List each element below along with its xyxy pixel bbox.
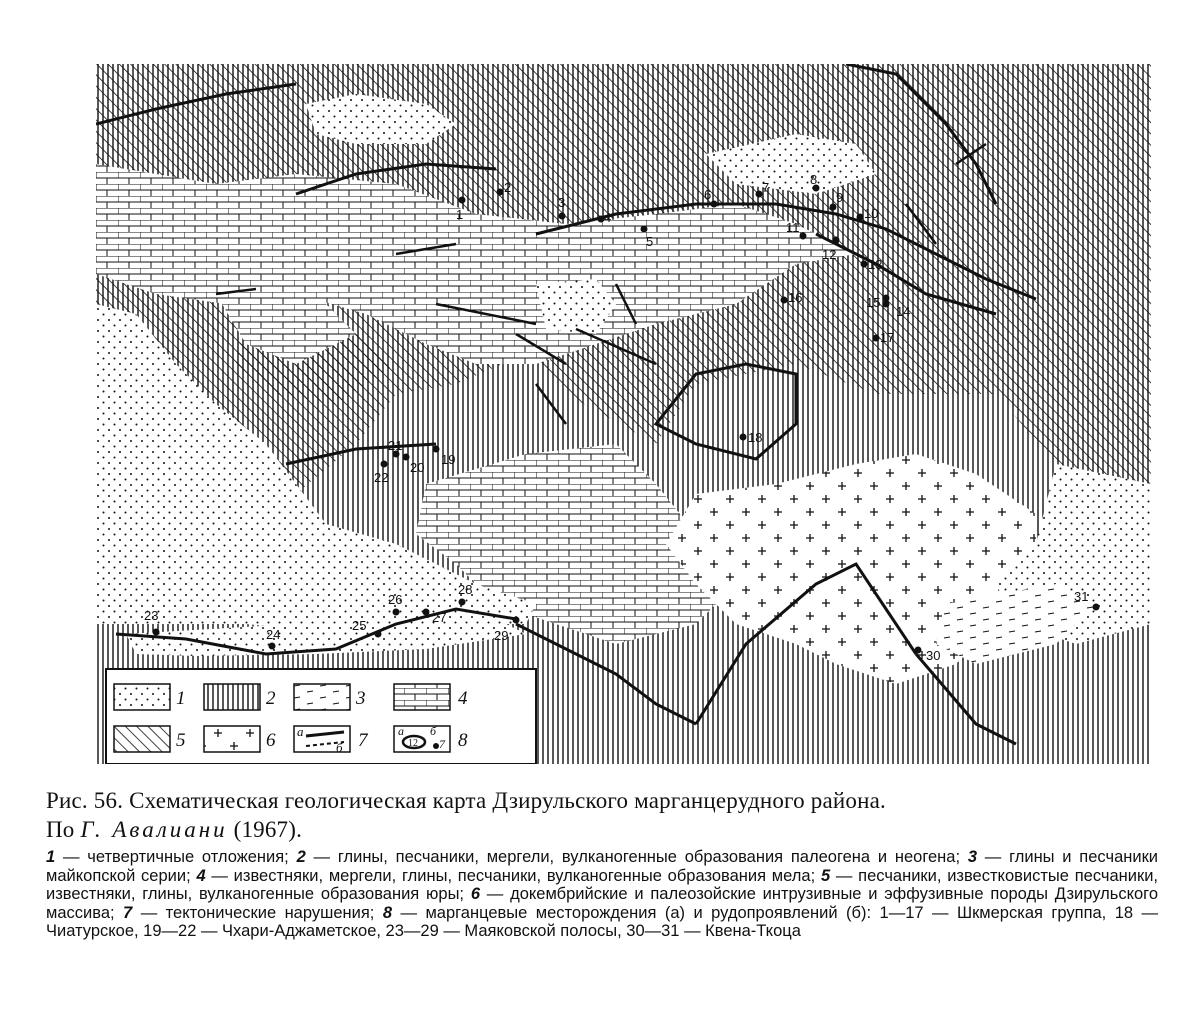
site-label: 14 (896, 304, 911, 319)
site-dot (423, 609, 430, 616)
caption-by: По (46, 817, 75, 842)
site-label: 20 (410, 460, 425, 475)
site-label: 21 (388, 438, 403, 453)
site-dot (269, 643, 276, 650)
site-dot (883, 301, 890, 308)
legend-box-5 (114, 726, 170, 752)
legend-entry-3: 3 — глины и песчаники майкопской серии; (46, 848, 1159, 885)
legend-sub-b-7: б (336, 740, 343, 755)
site-label: 27 (432, 610, 447, 625)
legend-box-2 (204, 684, 260, 710)
site-dot (497, 189, 504, 196)
site-label: 13 (868, 257, 883, 272)
site-label: 23 (144, 608, 159, 623)
site-dot (393, 609, 400, 616)
site-label: 22 (374, 470, 389, 485)
site-dot (781, 297, 788, 304)
legend-entry-2: 2 — глины, песчаники, мергели, вулканогенные образования палеогена и неогена; (296, 848, 961, 866)
legend-entry-5: 5 — песчаники, известковистые песчаники, известняки, глины, вулканогенные образования юры; (46, 866, 1158, 904)
legend-num-2: 2 (266, 688, 276, 709)
site-label: 26 (388, 592, 403, 607)
caption-title: Схематическая геологическая карта Дзирульского марганцерудного района. (129, 788, 886, 813)
legend-description (46, 848, 1158, 941)
legend-num-8: 8 (458, 730, 468, 751)
site-label: 16 (788, 290, 803, 305)
site-label: 7 (762, 180, 770, 195)
site-label: 5 (646, 234, 654, 249)
caption-prefix: Рис. 56. (46, 788, 124, 813)
map-canvas (96, 64, 1151, 764)
legend-entry-7: 7 — тектонические нарушения; (123, 903, 375, 922)
legend-deposit-num: 12 (408, 738, 418, 749)
legend-box-4 (394, 684, 450, 710)
site-dot (403, 454, 410, 461)
site-label: 8 (810, 172, 818, 187)
site-label: 15 (866, 295, 881, 310)
site-dot (833, 237, 840, 244)
legend-box-1 (114, 684, 170, 710)
site-dot (459, 599, 466, 606)
site-dot (873, 335, 880, 342)
site-label: 1 (456, 207, 464, 222)
site-label: 9 (836, 190, 844, 205)
site-dot (375, 631, 382, 638)
legend-num-3: 3 (356, 688, 366, 709)
site-label: 10 (864, 206, 879, 221)
legend-entry-1: 1 — четвертичные отложения; (46, 848, 289, 866)
legend-entry-8: 8 — марганцевые месторождения (а) и рудопроявлений (б): 1—17 — Шкмерская группа, 18 — Чиатурское, 19—22 — Чхари-Аджаметское, 23—29 — Маяковской полосы, 30—31 — Квена-Ткоца (46, 903, 1159, 941)
caption-year: (1967). (233, 817, 303, 842)
figure-caption (46, 786, 1156, 844)
legend-sub-a-8: а (398, 724, 404, 738)
site-label: 19 (441, 452, 456, 467)
legend-occurrence-num: 7 (439, 737, 445, 751)
site-label: 30 (926, 648, 941, 663)
site-dot (915, 647, 922, 654)
site-label: 2 (504, 180, 512, 195)
legend-sub-a-7: а (297, 724, 304, 739)
site-dot (433, 446, 440, 453)
legend-num-7: 7 (358, 730, 368, 751)
legend-num-4: 4 (458, 688, 468, 709)
site-dot (883, 295, 890, 302)
site-label: 4 (604, 210, 612, 225)
legend-entry-6: 6 — докембрийские и палеозойские интрузивные и эффузивные породы Дзирульского массива; (46, 885, 1159, 922)
legend-box-3 (294, 684, 350, 710)
site-dot (1093, 604, 1100, 611)
site-dot (800, 233, 807, 240)
site-dot (711, 201, 718, 208)
legend-num-1: 1 (176, 688, 186, 709)
site-label: 31 (1074, 589, 1089, 604)
site-dot (559, 213, 566, 220)
legend-entry-4: 4 — известняки, мергели, глины, песчаники, вулканогенные образования мела; (196, 866, 816, 885)
site-label: 24 (266, 627, 281, 642)
legend-num-5: 5 (176, 730, 186, 751)
site-dot (641, 226, 648, 233)
geologic-map (96, 64, 1151, 764)
caption-author: Г. Авалиани (80, 817, 228, 842)
site-label: 6 (704, 187, 712, 202)
site-dot (381, 461, 388, 468)
caption-attribution (46, 815, 1156, 844)
site-dot (459, 197, 466, 204)
site-label: 11 (786, 220, 800, 235)
site-label: 17 (880, 330, 895, 345)
site-dot (861, 261, 868, 268)
site-dot (857, 214, 864, 221)
site-label: 29 (494, 628, 509, 643)
site-label: 3 (558, 195, 566, 210)
site-label: 12 (822, 247, 837, 262)
site-label: 18 (748, 430, 763, 445)
legend-sub-b-8: б (430, 724, 437, 738)
legend-num-6: 6 (266, 730, 276, 751)
site-dot (513, 617, 520, 624)
site-dot (740, 434, 747, 441)
site-dot (153, 629, 160, 636)
map-legend (106, 669, 536, 764)
site-label: 25 (352, 618, 367, 633)
site-label: 28 (458, 582, 473, 597)
legend-box-6 (204, 726, 260, 752)
